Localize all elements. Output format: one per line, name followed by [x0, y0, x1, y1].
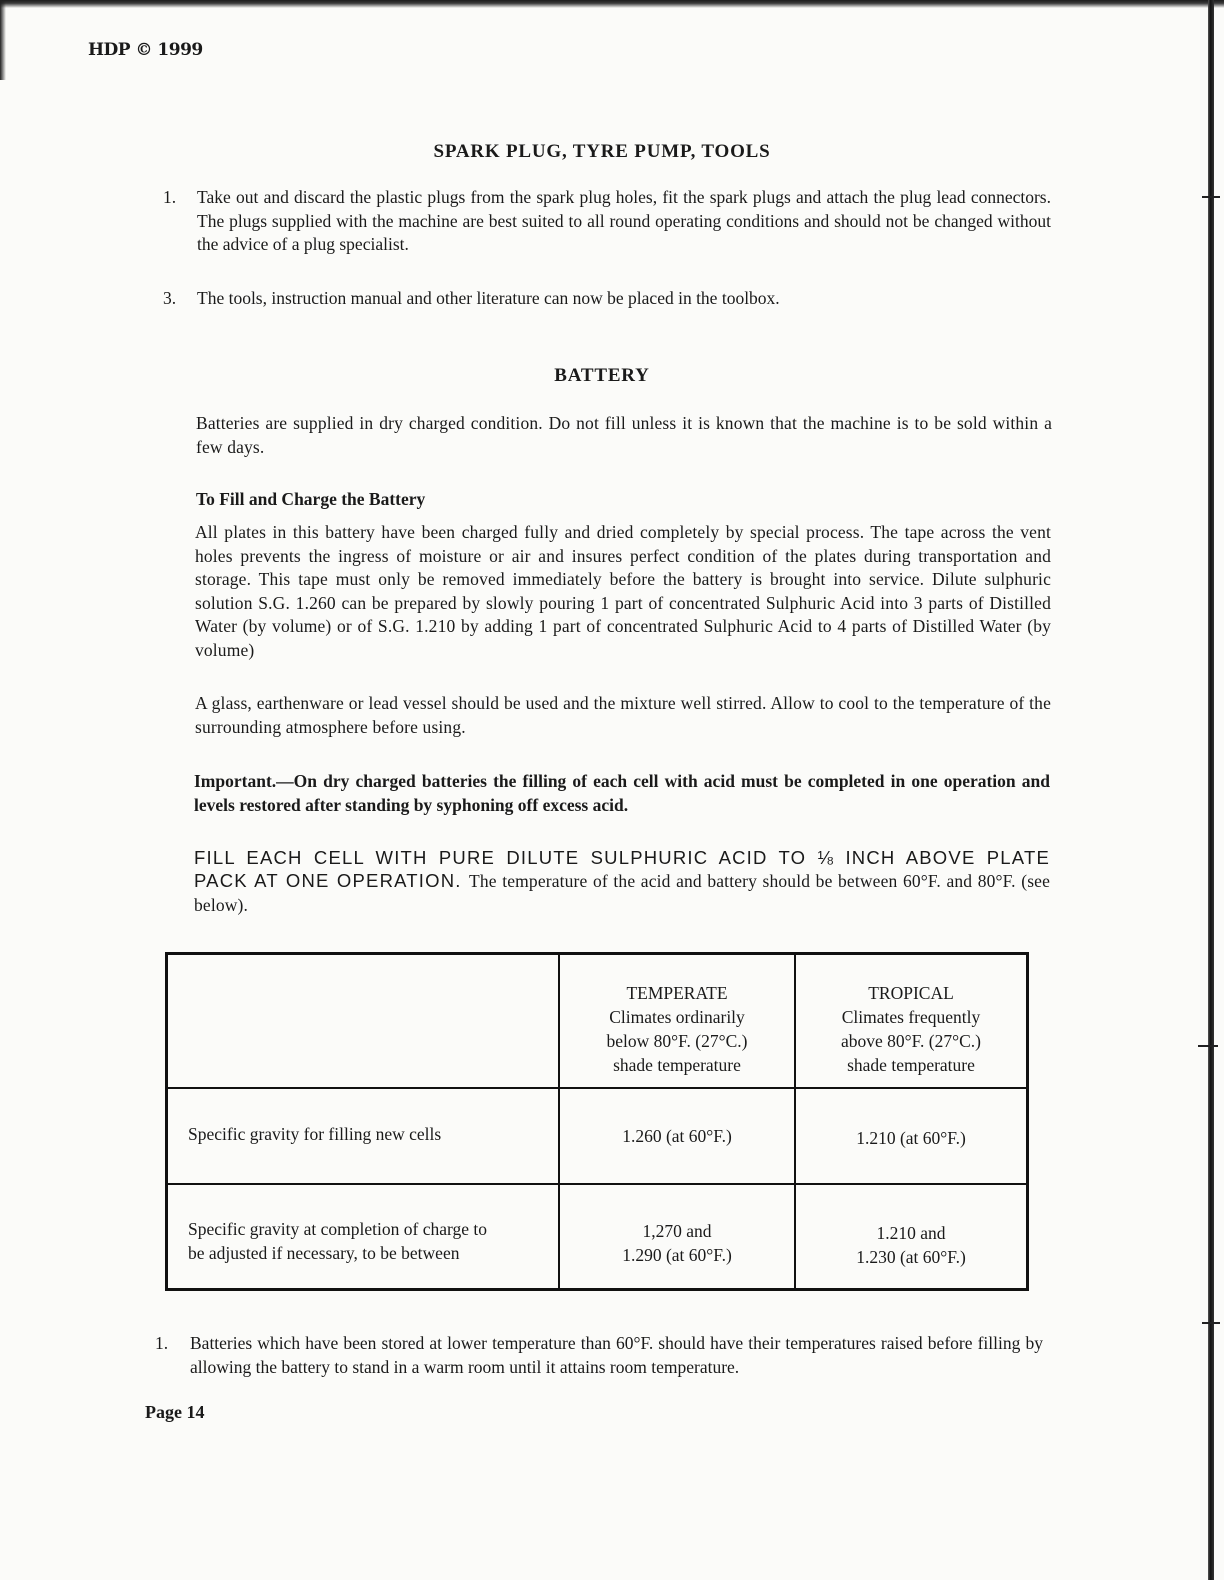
header-temperate-line: below 80°F. (27°C.) — [606, 1031, 748, 1051]
battery-intro: Batteries are supplied in dry charged condition. Do not fill unless it is known that the machine is to be sold within a few days. — [196, 413, 1052, 457]
page-number: Page 14 — [145, 1402, 205, 1422]
header-tropical — [796, 981, 1026, 1077]
row2-tropical — [796, 1221, 1026, 1269]
header-tropical-line: Climates frequently — [841, 1007, 981, 1027]
scan-edge-right — [1194, 0, 1224, 1580]
row1-temperate: 1.260 (at 60°F.) — [622, 1126, 732, 1146]
header-tropical-title: TROPICAL — [868, 983, 954, 1003]
item-text: Batteries which have been stored at lower temperature than 60°F. should have their temperatures raised before filling by allowing the battery to stand in a warm room until it attains room temperature. — [190, 1333, 1043, 1377]
list-item — [163, 186, 1053, 258]
item-number: 3. — [163, 288, 177, 308]
fill-instruction — [194, 846, 1050, 917]
row1-label: Specific gravity for filling new cells — [188, 1124, 442, 1144]
header-temperate-title: TEMPERATE — [626, 983, 728, 1003]
battery-para-1: All plates in this battery have been charged fully and dried completely by special process. The tape across the vent holes prevents the ingress of moisture or air and insures perfect condition of the plates during transportation and storage. This tape must only be removed immediately before the battery is brought into service. Dilute sulphuric solution S.G. 1.260 can be prepared by slowly pouring 1 part of concentrated Sulphuric Acid into 3 parts of Distilled Water (by volume) or of S.G. 1.210 by adding 1 part of concentrated Sulphuric Acid to 4 parts of Distilled Water (by volume) — [195, 522, 1051, 660]
fill-instruction-rest: The temperature of the acid and battery should be between 60°F. and 80°F. (see below). — [194, 871, 1050, 915]
specific-gravity-table — [165, 952, 1029, 1291]
list-item — [155, 1332, 1045, 1382]
subheading-fill-charge: To Fill and Charge the Battery — [196, 489, 426, 509]
row2-tropical-line: 1.230 (at 60°F.) — [856, 1247, 966, 1267]
row2-label-line: Specific gravity at completion of charge to — [188, 1219, 488, 1239]
section-title-battery: BATTERY — [554, 365, 650, 386]
row2-tropical-line: 1.210 and — [876, 1223, 946, 1243]
item-number: 1. — [155, 1333, 169, 1353]
row2-temperate-line: 1,270 and — [642, 1221, 712, 1241]
header-tropical-line: above 80°F. (27°C.) — [841, 1031, 981, 1051]
item-text: Take out and discard the plastic plugs from the spark plug holes, fit the spark plugs and attach the plug lead connectors. The plugs supplied with the machine are best suited to all round operating conditions and should not be changed without the advice of a plug specialist. — [197, 187, 1051, 254]
list-item — [163, 287, 1053, 313]
row2-temperate-line: 1.290 (at 60°F.) — [622, 1245, 732, 1265]
fill-instruction-caps: FILL EACH CELL WITH PURE DILUTE SULPHURIC ACID TO ⅛ INCH ABOVE PLATE PACK AT ONE OPERATION. — [194, 847, 1050, 891]
row2-temperate — [560, 1219, 794, 1267]
header-temperate-line: shade temperature — [613, 1055, 741, 1075]
item-number: 1. — [163, 187, 177, 207]
header-temperate — [560, 981, 794, 1077]
row2-label-line: be adjusted if necessary, to be between — [188, 1243, 460, 1263]
important-note: Important.—On dry charged batteries the filling of each cell with acid must be completed in one operation and levels restored after standing by syphoning off excess acid. — [194, 771, 1050, 815]
scan-edge-left — [0, 0, 6, 80]
header-tropical-line: shade temperature — [847, 1055, 975, 1075]
battery-para-2: A glass, earthenware or lead vessel should be used and the mixture well stirred. Allow to cool to the temperature of the surrounding atmosphere before using. — [195, 693, 1051, 737]
section-title-spark-plug: SPARK PLUG, TYRE PUMP, TOOLS — [433, 141, 771, 162]
row1-tropical: 1.210 (at 60°F.) — [856, 1128, 966, 1148]
item-text: The tools, instruction manual and other literature can now be placed in the toolbox. — [197, 288, 780, 308]
header-mark: HDP © 1999 — [88, 40, 203, 60]
header-temperate-line: Climates ordinarily — [609, 1007, 745, 1027]
scan-edge-top — [0, 0, 1224, 8]
row2-label — [188, 1217, 558, 1265]
